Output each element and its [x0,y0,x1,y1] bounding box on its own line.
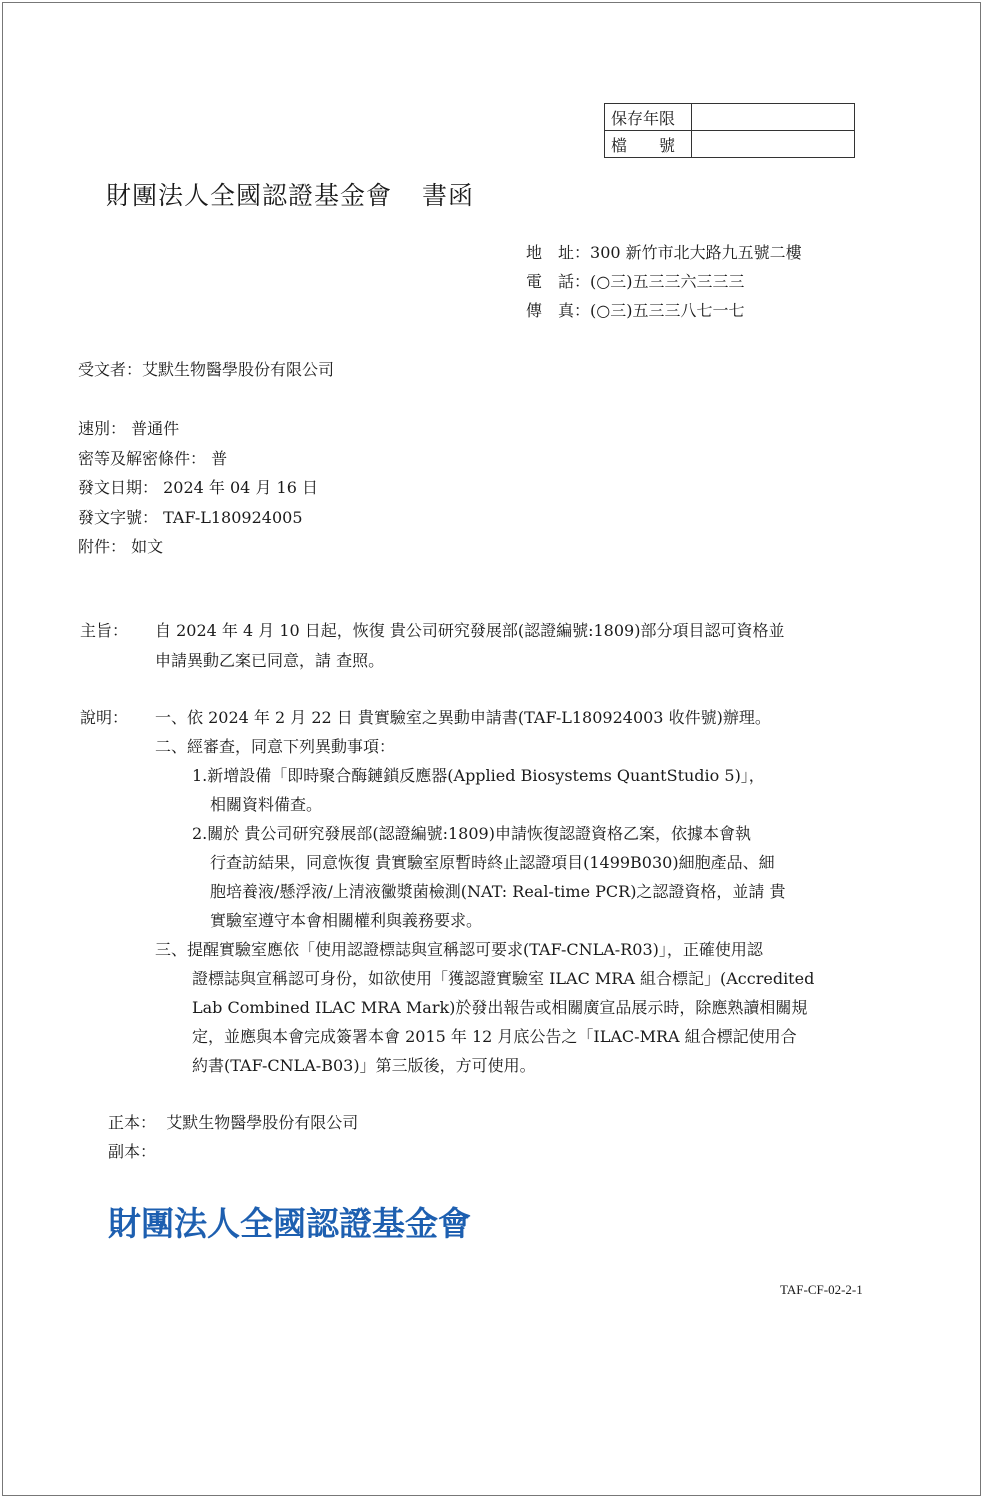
letter-heading [106,176,474,212]
attach-label: 附件： [78,537,127,556]
retention-period-value [692,104,855,131]
speed-value: 普通件 [131,419,180,438]
recipient-label: 受文者： [78,360,143,379]
retention-period-label: 保存年限 [605,104,692,131]
contact-block [526,238,802,325]
explanation-line: 實驗室遵守本會相關權利與義務要求。 [210,911,483,930]
secret-row [78,444,318,474]
number-row [78,503,318,533]
meta-block [78,414,318,562]
original-copy-label: 正本： [108,1113,157,1132]
retention-box [604,103,855,158]
letter-page [2,2,981,1496]
explanation-line: 約書(TAF-CNLA-B03)」第三版後，方可使用。 [192,1056,536,1075]
number-value: TAF-L180924005 [163,507,303,527]
speed-label: 速別： [78,419,127,438]
date-label: 發文日期： [78,478,159,497]
address-row [526,238,802,267]
number-label: 發文字號： [78,507,159,527]
explanation-line: 三、提醒實驗室應依「使用認證標誌與宣稱認可要求(TAF-CNLA-R03)」，正確使用認 [155,940,763,959]
explanation-line: 二、經審查，同意下列異動事項： [155,737,396,756]
subject-line: 申請異動乙案已同意，請 查照。 [155,651,385,670]
secret-value: 普 [211,448,228,468]
recipient-row [78,357,334,380]
doc-type: 書函 [422,181,475,210]
explanation-line: 證標誌與宣稱認可身份，如欲使用「獲認證實驗室 ILAC MRA 組合標記」(Accredited [192,969,815,988]
date-value: 2024 年 04 月 16 日 [163,478,318,497]
explanation-line: Lab Combined ILAC MRA Mark)於發出報告或相關廣宣品展示時，除應熟讀相關規 [192,998,808,1017]
subject-label: 主旨： [80,621,129,640]
subject-line: 自 2024 年 4 月 10 日起，恢復 貴公司研究發展部(認證編號:1809)部分項目認可資格並 [155,621,785,640]
secret-label: 密等及解密條件： [78,448,207,468]
phone-row [526,267,802,296]
recipient-value: 艾默生物醫學股份有限公司 [142,360,335,379]
phone-value: (○三)五三三六三三三 [590,272,745,291]
date-row [78,473,318,503]
original-copy-value: 艾默生物醫學股份有限公司 [166,1113,359,1132]
explanation-label: 說明： [80,708,129,727]
explanation-line: 胞培養液/懸浮液/上清液黴漿菌檢測(NAT: Real-time PCR)之認證資格，並請 貴 [210,882,786,901]
file-number-label: 檔 號 [605,131,692,158]
original-copy-row [108,1110,358,1133]
fax-label: 傳 真： [526,301,591,320]
org-name: 財團法人全國認證基金會 [106,181,393,210]
speed-row [78,414,318,444]
form-code: TAF-CF-02-2-1 [780,1282,863,1297]
carbon-copy-label: 副本： [108,1142,157,1161]
attach-value: 如文 [131,537,164,556]
fax-value: (○三)五三三八七一七 [590,301,745,320]
explanation-line: 2.關於 貴公司研究發展部(認證編號:1809)申請恢復認證資格乙案，依據本會執 [192,824,751,843]
explanation-line: 行查訪結果，同意恢復 貴實驗室原暫時終止認證項目(1499B030)細胞產品、細 [210,853,775,872]
phone-label: 電 話： [526,272,591,291]
explanation-line: 1.新增設備「即時聚合酶鏈鎖反應器(Applied Biosystems QuantStudio 5)」， [192,766,765,785]
carbon-copy-row [108,1139,156,1162]
explanation-line: 定，並應與本會完成簽署本會 2015 年 12 月底公告之「ILAC-MRA 組合標記使用合 [192,1027,797,1046]
organization-seal: 財團法人全國認證基金會 [108,1204,471,1243]
address-label: 地 址： [526,243,591,262]
fax-row [526,296,802,325]
file-number-value [692,131,855,158]
explanation-line: 一、依 2024 年 2 月 22 日 貴實驗室之異動申請書(TAF-L180924003 收件號)辦理。 [155,708,771,727]
explanation-line: 相關資料備查。 [210,795,323,814]
address-value: 300 新竹市北大路九五號二樓 [590,243,802,262]
attach-row [78,532,318,562]
